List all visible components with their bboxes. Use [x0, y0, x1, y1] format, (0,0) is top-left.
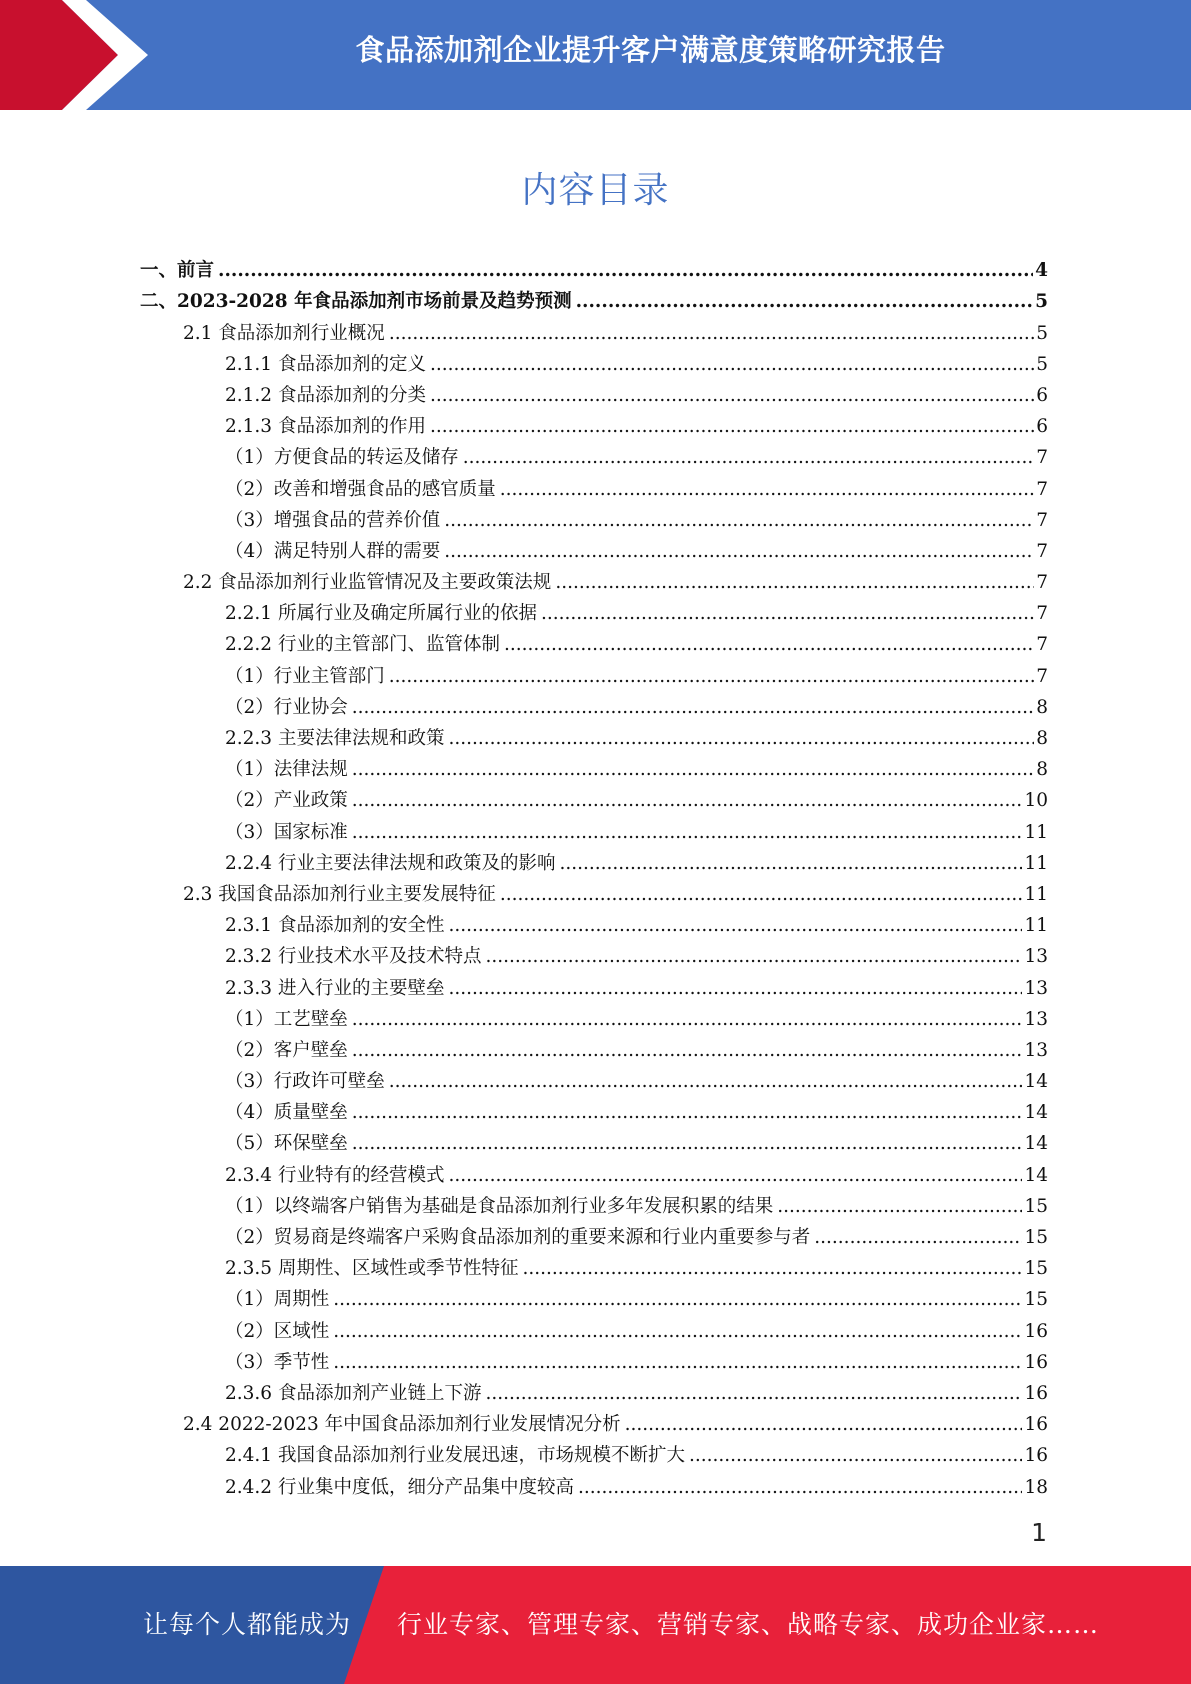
toc-entry-title: （4）满足特别人群的需要 — [225, 540, 441, 562]
toc-dot-leader — [448, 976, 1022, 1002]
toc-entry[interactable] — [140, 315, 1048, 346]
toc-dot-leader — [352, 695, 1034, 721]
toc-entry-page: 11 — [1024, 852, 1048, 874]
toc-dot-leader — [218, 258, 1033, 284]
toc-entry-page: 14 — [1024, 1164, 1048, 1186]
toc-entry-title: （3）行政许可壁垒 — [225, 1071, 385, 1093]
toc-entry-page: 11 — [1024, 821, 1048, 843]
toc-entry-title: （1）法律法规 — [225, 759, 348, 781]
toc-entry[interactable] — [140, 658, 1048, 689]
toc-entry-title: （1）周期性 — [225, 1289, 330, 1311]
toc-dot-leader — [689, 1443, 1022, 1469]
toc-entry[interactable] — [140, 1376, 1048, 1407]
toc-entry-title: （1）行业主管部门 — [225, 665, 385, 687]
toc-dot-leader — [389, 664, 1034, 690]
toc-entry-title: 2.2.2 行业的主管部门、监管体制 — [225, 634, 500, 656]
toc-entry-page: 6 — [1036, 416, 1048, 438]
toc-entry-title: 2.3.4 行业特有的经营模式 — [225, 1164, 445, 1186]
toc-dot-leader — [444, 508, 1034, 534]
toc-dot-leader — [333, 1287, 1022, 1313]
toc-dot-leader — [814, 1225, 1022, 1251]
toc-dot-leader — [430, 383, 1034, 409]
toc-entry-page: 18 — [1024, 1476, 1048, 1498]
page-footer — [0, 1566, 1191, 1684]
toc-entry-page: 7 — [1036, 665, 1048, 687]
toc-dot-leader — [578, 1475, 1022, 1501]
toc-entry[interactable] — [140, 1282, 1048, 1313]
toc-entry-page: 13 — [1024, 977, 1048, 999]
toc-entry-title: （1）方便食品的转运及储存 — [225, 447, 459, 469]
toc-entry-title: 2.1.1 食品添加剂的定义 — [225, 353, 426, 375]
toc-dot-leader — [352, 1007, 1023, 1033]
toc-entry-page: 5 — [1035, 291, 1048, 313]
toc-entry-title: 2.3.5 周期性、区域性或季节性特征 — [225, 1258, 519, 1280]
toc-entry-page: 15 — [1024, 1258, 1048, 1280]
toc-entry[interactable] — [140, 1220, 1048, 1251]
toc-dot-leader — [777, 1194, 1022, 1220]
toc-entry-title: 2.4.2 行业集中度低，细分产品集中度较高 — [225, 1476, 574, 1498]
toc-entry-page: 14 — [1024, 1071, 1048, 1093]
toc-dot-leader — [389, 1069, 1023, 1095]
toc-dot-leader — [430, 414, 1034, 440]
toc-entry-title: 2.2 食品添加剂行业监管情况及主要政策法规 — [183, 572, 552, 594]
toc-entry-title: 2.3.6 食品添加剂产业链上下游 — [225, 1382, 482, 1404]
toc-entry-page: 8 — [1036, 759, 1048, 781]
toc-entry[interactable] — [140, 1438, 1048, 1469]
toc-dot-leader — [352, 788, 1023, 814]
toc-entry-page: 5 — [1036, 353, 1048, 375]
toc-entry-title: 2.1 食品添加剂行业概况 — [183, 322, 385, 344]
toc-entry-page: 11 — [1024, 915, 1048, 937]
toc-entry-page: 16 — [1024, 1351, 1048, 1373]
toc-entry-page: 4 — [1035, 260, 1048, 282]
toc-dot-leader — [576, 289, 1034, 315]
toc-entry-page: 5 — [1036, 322, 1048, 344]
toc-entry[interactable] — [140, 440, 1048, 471]
toc-entry-title: 二、2023-2028 年食品添加剂市场前景及趋势预测 — [140, 291, 572, 313]
page-number: 1 — [1031, 1518, 1047, 1547]
toc-entry-page: 7 — [1036, 509, 1048, 531]
toc-entry[interactable] — [140, 721, 1048, 752]
toc-entry-page: 16 — [1024, 1320, 1048, 1342]
toc-entry[interactable] — [140, 596, 1048, 627]
toc-entry[interactable] — [140, 534, 1048, 565]
toc-entry-title: （4）质量壁垒 — [225, 1102, 348, 1124]
toc-entry-title: 2.1.2 食品添加剂的分类 — [225, 384, 426, 406]
toc-entry[interactable] — [140, 1002, 1048, 1033]
toc-dot-leader — [448, 1163, 1022, 1189]
toc-entry[interactable] — [140, 939, 1048, 970]
toc-entry-title: 2.1.3 食品添加剂的作用 — [225, 416, 426, 438]
toc-entry[interactable] — [140, 814, 1048, 845]
toc-entry[interactable] — [140, 846, 1048, 877]
toc-dot-leader — [485, 1381, 1022, 1407]
toc-entry-title: （3）增强食品的营养价值 — [225, 509, 441, 531]
toc-dot-leader — [522, 1256, 1022, 1282]
toc-heading: 内容目录 — [521, 170, 670, 211]
toc-entry-title: 2.3.2 行业技术水平及技术特点 — [225, 946, 482, 968]
page-header — [0, 0, 1191, 110]
toc-entry-title: 2.4.1 我国食品添加剂行业发展迅速，市场规模不断扩大 — [225, 1445, 685, 1467]
toc-entry-page: 16 — [1024, 1382, 1048, 1404]
toc-entry-title: （2）改善和增强食品的感官质量 — [225, 478, 496, 500]
toc-entry[interactable] — [140, 409, 1048, 440]
toc-entry-title: 2.3 我国食品添加剂行业主要发展特征 — [183, 883, 496, 905]
toc-entry[interactable] — [140, 752, 1048, 783]
toc-dot-leader — [352, 820, 1023, 846]
toc-entry-title: 2.4 2022-2023 年中国食品添加剂行业发展情况分析 — [183, 1414, 621, 1436]
toc-dot-leader — [444, 539, 1034, 565]
toc-dot-leader — [555, 570, 1034, 596]
toc-dot-leader — [430, 352, 1034, 378]
toc-entry-page: 15 — [1024, 1227, 1048, 1248]
toc-entry-page: 7 — [1036, 478, 1048, 500]
toc-entry[interactable] — [140, 783, 1048, 814]
toc-entry[interactable] — [140, 378, 1048, 409]
toc-dot-leader — [504, 632, 1034, 658]
toc-entry-title: （1）工艺壁垒 — [225, 1008, 348, 1030]
toc-entry[interactable] — [140, 284, 1048, 315]
toc-entry[interactable] — [140, 503, 1048, 534]
toc-entry[interactable] — [140, 1033, 1048, 1064]
toc-entry[interactable] — [140, 1407, 1048, 1438]
toc-entry-page: 13 — [1024, 1008, 1048, 1030]
toc-entry[interactable] — [140, 877, 1048, 908]
toc-entry-page: 13 — [1024, 1039, 1048, 1061]
toc-entry[interactable] — [140, 253, 1048, 284]
toc-dot-leader — [625, 1412, 1023, 1438]
toc-dot-leader — [352, 757, 1034, 783]
toc-entry[interactable] — [140, 970, 1048, 1001]
toc-entry-title: 一、前言 — [140, 260, 215, 282]
toc-dot-leader — [352, 1100, 1023, 1126]
toc-entry[interactable] — [140, 1095, 1048, 1126]
toc-entry[interactable] — [140, 690, 1048, 721]
toc-entry-page: 8 — [1036, 728, 1048, 749]
toc-entry-title: （2）区域性 — [225, 1320, 330, 1342]
toc-dot-leader — [500, 477, 1034, 503]
toc-entry[interactable] — [140, 347, 1048, 378]
toc-entry-title: 2.2.3 主要法律法规和政策 — [225, 728, 445, 749]
toc-entry-title: 2.3.1 食品添加剂的安全性 — [225, 915, 445, 937]
toc-entry-title: （5）环保壁垒 — [225, 1133, 348, 1155]
toc-entry[interactable] — [140, 471, 1048, 502]
toc-entry-title: （2）行业协会 — [225, 696, 348, 718]
toc-entry-page: 6 — [1036, 384, 1048, 406]
toc-entry-title: （1）以终端客户销售为基础是食品添加剂行业多年发展积累的结果 — [225, 1195, 774, 1217]
toc-dot-leader — [463, 445, 1034, 471]
footer-slogan-right: 行业专家、管理专家、营销专家、战略专家、成功企业家…… — [397, 1610, 1100, 1639]
toc-entry-page: 13 — [1024, 946, 1048, 968]
toc-entry-page: 7 — [1036, 540, 1048, 562]
toc-dot-leader — [352, 1038, 1023, 1064]
toc-entry-title: （2）贸易商是终端客户采购食品添加剂的重要来源和行业内重要参与者 — [225, 1227, 811, 1248]
toc-entry[interactable] — [140, 1189, 1048, 1220]
toc-entry-title: （2）客户壁垒 — [225, 1039, 348, 1061]
toc-entry-page: 11 — [1024, 883, 1048, 905]
toc-entry[interactable] — [140, 1157, 1048, 1188]
toc-dot-leader — [448, 913, 1022, 939]
toc-dot-leader — [448, 726, 1034, 752]
toc-entry-title: 2.2.1 所属行业及确定所属行业的依据 — [225, 603, 537, 625]
toc-dot-leader — [541, 601, 1034, 627]
footer-slogan-left: 让每个人都能成为 — [143, 1610, 352, 1639]
toc-entry-page: 7 — [1036, 634, 1048, 656]
toc-dot-leader — [559, 851, 1022, 877]
toc-entry-page: 14 — [1024, 1102, 1048, 1124]
table-of-contents — [140, 253, 1048, 1501]
toc-entry-page: 16 — [1024, 1414, 1048, 1436]
toc-entry[interactable] — [140, 565, 1048, 596]
toc-entry-title: 2.2.4 行业主要法律法规和政策及的影响 — [225, 852, 556, 874]
toc-dot-leader — [333, 1350, 1022, 1376]
toc-entry-title: （3）季节性 — [225, 1351, 330, 1373]
toc-dot-leader — [333, 1319, 1022, 1345]
toc-entry[interactable] — [140, 1345, 1048, 1376]
toc-entry-title: （2）产业政策 — [225, 790, 348, 812]
toc-entry[interactable] — [140, 1469, 1048, 1500]
toc-dot-leader — [500, 882, 1023, 908]
toc-entry[interactable] — [140, 1313, 1048, 1344]
toc-entry[interactable] — [140, 908, 1048, 939]
toc-entry-page: 10 — [1024, 790, 1048, 812]
toc-entry-page: 15 — [1024, 1195, 1048, 1217]
toc-entry-page: 7 — [1036, 572, 1048, 594]
toc-entry-page: 8 — [1036, 696, 1048, 718]
toc-entry[interactable] — [140, 1251, 1048, 1282]
toc-entry-page: 15 — [1024, 1289, 1048, 1311]
toc-entry-title: 2.3.3 进入行业的主要壁垒 — [225, 977, 445, 999]
toc-entry-page: 14 — [1024, 1133, 1048, 1155]
toc-dot-leader — [352, 1131, 1023, 1157]
toc-entry-page: 7 — [1036, 603, 1048, 625]
toc-entry-page: 7 — [1036, 447, 1048, 469]
toc-entry[interactable] — [140, 627, 1048, 658]
toc-entry[interactable] — [140, 1126, 1048, 1157]
toc-entry-page: 16 — [1024, 1445, 1048, 1467]
toc-entry[interactable] — [140, 1064, 1048, 1095]
toc-dot-leader — [389, 321, 1034, 347]
toc-entry-title: （3）国家标准 — [225, 821, 348, 843]
report-title: 食品添加剂企业提升客户满意度策略研究报告 — [355, 33, 946, 67]
toc-dot-leader — [485, 944, 1022, 970]
